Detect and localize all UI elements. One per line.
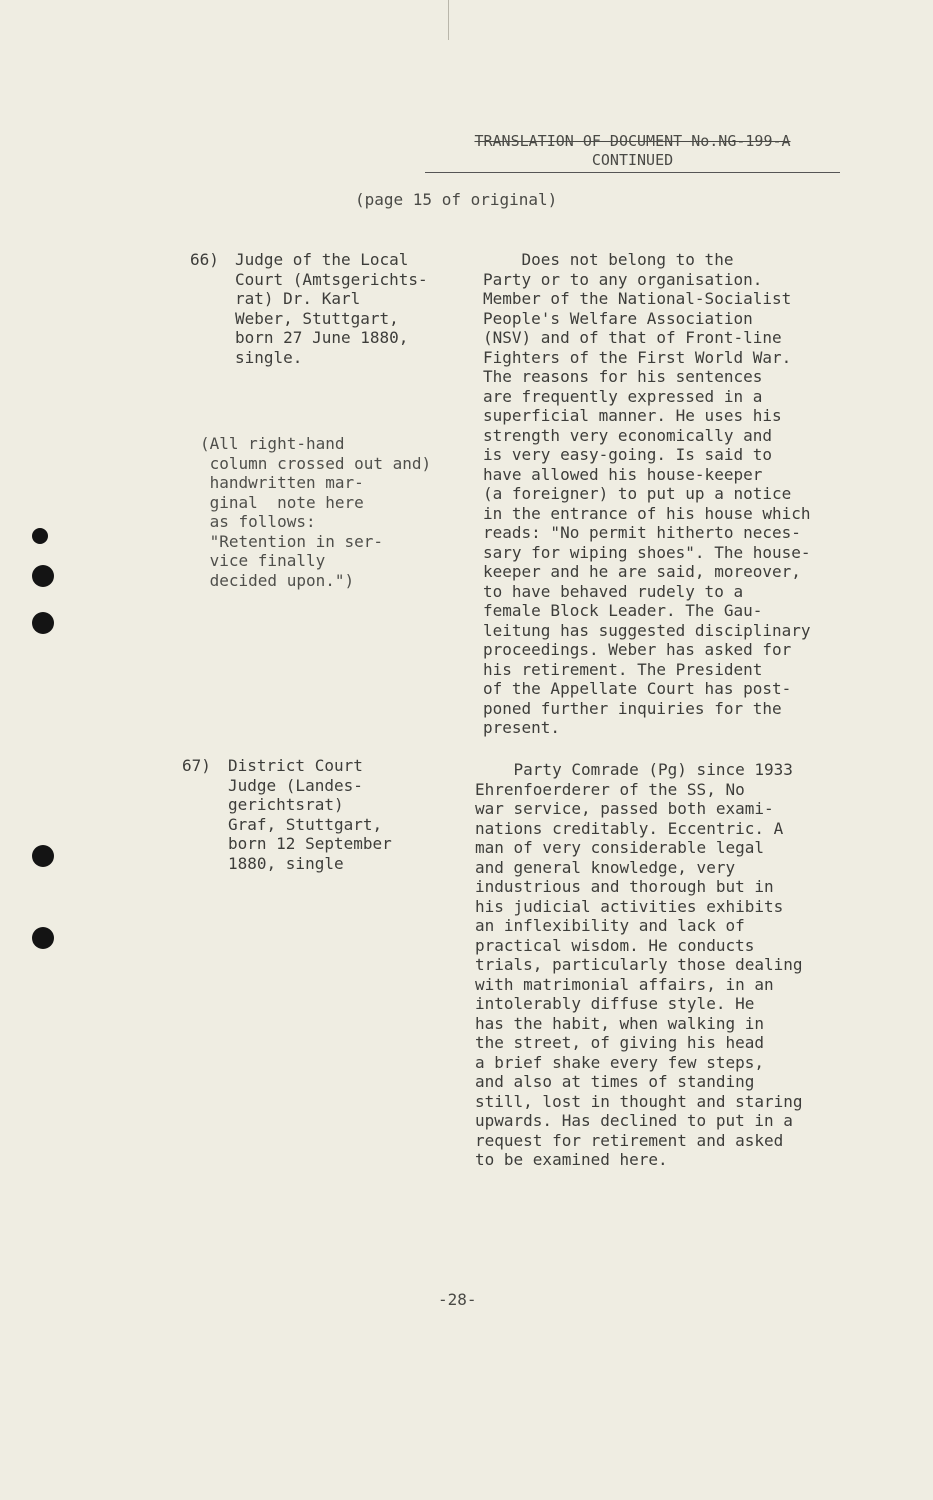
header-continued: CONTINUED <box>591 151 674 169</box>
punch-hole <box>32 845 54 867</box>
entry-66-person: Judge of the Local Court (Amtsgerichts- rat) Dr. Karl Weber, Stuttgart, born 27 June 1880, single. <box>235 250 428 367</box>
entry-67-person: District Court Judge (Landes- gerichtsrat) Graf, Stuttgart, born 12 September 1880, single <box>228 756 392 873</box>
top-crease-mark <box>448 0 449 40</box>
punch-hole <box>32 612 54 634</box>
page-reference: (page 15 of original) <box>355 190 558 209</box>
entry-66-number: 66) <box>190 250 219 269</box>
header-title: TRANSLATION OF DOCUMENT No.NG-199-A <box>474 132 791 150</box>
entry-66-marginal-note: (All right-hand column crossed out and) handwritten mar- ginal note here as follows: "Retention in ser- vice finally decided upon.") <box>200 434 432 590</box>
punch-hole <box>32 528 48 544</box>
entry-67-number: 67) <box>182 756 211 775</box>
document-header <box>425 132 840 170</box>
entry-67-assessment: Party Comrade (Pg) since 1933 Ehrenfoerderer of the SS, No war service, passed both exami- nations creditably. Eccentric. A man of very considerable legal and general knowledge, very industrious and thorough but in his judicial activities exhibits an inflexibility and lack of practical wisdom. He conducts trials, particularly those dealing with matrimonial affairs, in an intolerably diffuse style. He has the habit, when walking in the street, of giving his head a brief shake every few steps, and also at times of standing still, lost in thought and staring upwards. Has declined to put in a request for retirement and asked to be examined here. <box>475 760 803 1169</box>
page-number: -28- <box>438 1290 477 1309</box>
header-rule <box>425 172 840 173</box>
punch-hole <box>32 927 54 949</box>
punch-hole <box>32 565 54 587</box>
entry-66-assessment: Does not belong to the Party or to any organisation. Member of the National-Socialist People's Welfare Association (NSV) and of that of Front-line Fighters of the First World War. The reasons for his sentences are frequently expressed in a superficial manner. He uses his strength very economically and is very easy-going. Is said to have allowed his house-keeper (a foreigner) to put up a notice in the entrance of his house which reads: "No permit hitherto neces- sary for wiping shoes". The house- keeper and he are said, moreover, to have behaved rudely to a female Block Leader. The Gau- leitung has suggested disciplinary proceedings. Weber has asked for his retirement. The President of the Appellate Court has post- poned further inquiries for the present. <box>483 250 811 737</box>
